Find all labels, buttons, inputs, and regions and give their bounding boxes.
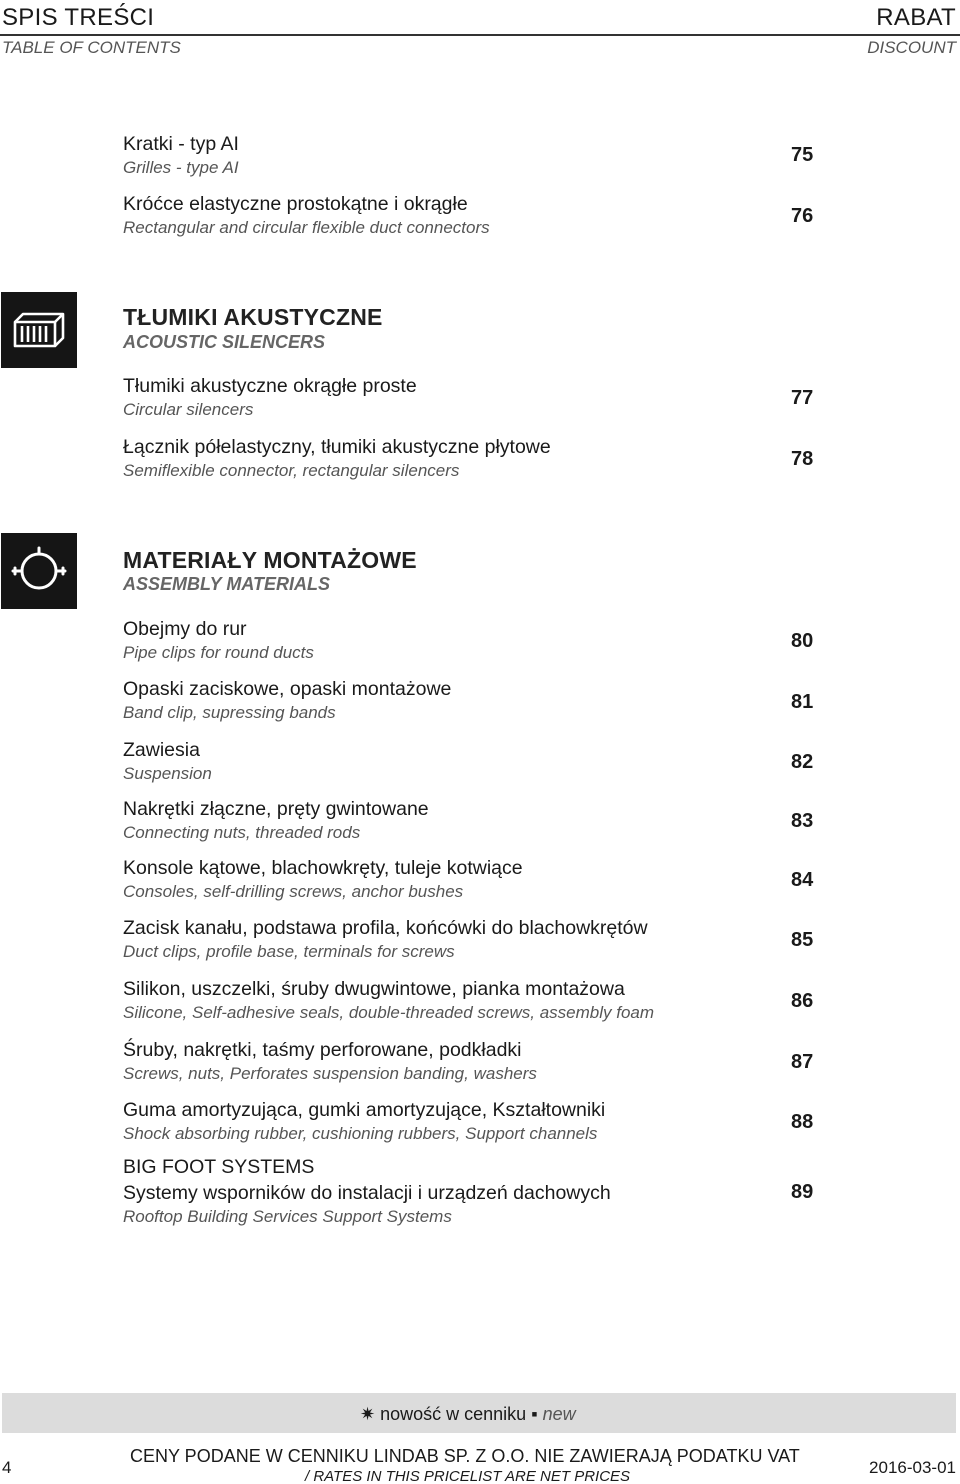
- legend-label: nowość w cenniku: [380, 1404, 527, 1424]
- entry-page-number[interactable]: 78: [791, 448, 814, 470]
- entry-title-pl-line2: Systemy wsporników do instalacji i urządzeń dachowych: [123, 1182, 611, 1204]
- entry-title-pl: Konsole kątowe, blachowkręty, tuleje kotwiące: [123, 857, 523, 879]
- discount-subtitle: DISCOUNT: [867, 38, 956, 57]
- entry-title-en: Shock absorbing rubber, cushioning rubbers, Support channels: [123, 1124, 598, 1143]
- toc-entry[interactable]: [123, 977, 843, 1024]
- section-subtitle: ACOUSTIC SILENCERS: [123, 332, 326, 352]
- section-title: MATERIAŁY MONTAŻOWE: [123, 547, 417, 573]
- entry-title-pl: Silikon, uszczelki, śruby dwugwintowe, pianka montażowa: [123, 978, 625, 1000]
- entry-page-number[interactable]: 84: [791, 869, 814, 891]
- entry-title-pl: BIG FOOT SYSTEMS: [123, 1156, 315, 1178]
- entry-title-pl: Śruby, nakrętki, taśmy perforowane, podkładki: [123, 1039, 522, 1061]
- entry-title-en: Silicone, Self-adhesive seals, double-threaded screws, assembly foam: [123, 1003, 655, 1022]
- entry-title-en: Screws, nuts, Perforates suspension banding, washers: [123, 1064, 537, 1083]
- entry-title-pl: Nakrętki złączne, pręty gwintowane: [123, 798, 429, 820]
- entry-title-en: Pipe clips for round ducts: [123, 643, 314, 662]
- entry-page-number[interactable]: 76: [791, 205, 814, 227]
- toc-entry[interactable]: [123, 677, 843, 724]
- toc-entry[interactable]: [123, 192, 843, 239]
- toc-entry[interactable]: [123, 132, 843, 179]
- entry-title-pl: Tłumiki akustyczne okrągłe proste: [123, 375, 417, 397]
- entry-page-number[interactable]: 85: [791, 929, 814, 951]
- entry-title-pl: Zacisk kanału, podstawa profila, końcówki do blachowkrętów: [123, 917, 648, 939]
- entry-title-en: Connecting nuts, threaded rods: [123, 823, 361, 842]
- entry-title-en: Rooftop Building Services Support Systems: [123, 1207, 452, 1226]
- entry-page-number[interactable]: 83: [791, 810, 814, 832]
- toc-entry[interactable]: [123, 1155, 843, 1228]
- entry-page-number[interactable]: 75: [791, 144, 814, 166]
- toc-entry[interactable]: [123, 738, 843, 785]
- legend: [360, 1404, 576, 1425]
- page-title: SPIS TREŚCI: [2, 4, 155, 31]
- new-star-icon: ✷: [360, 1404, 376, 1424]
- entry-title-pl: Obejmy do rur: [123, 618, 247, 640]
- header-divider: [0, 34, 960, 36]
- entry-page-number[interactable]: 87: [791, 1051, 814, 1073]
- entry-title-en: Grilles - type AI: [123, 158, 239, 177]
- toc-entry[interactable]: [123, 856, 843, 903]
- entry-title-en: Consoles, self-drilling screws, anchor bushes: [123, 882, 464, 901]
- entry-title-en: Duct clips, profile base, terminals for screws: [123, 942, 455, 961]
- entry-title-pl: Zawiesia: [123, 739, 200, 761]
- entry-title-pl: Kratki - typ AI: [123, 133, 239, 155]
- entry-page-number[interactable]: 81: [791, 691, 814, 713]
- entry-page-number[interactable]: 88: [791, 1111, 814, 1133]
- entry-title-en: Semiflexible connector, rectangular silencers: [123, 461, 460, 480]
- entry-page-number[interactable]: 86: [791, 990, 814, 1012]
- footer-note-en: / RATES IN THIS PRICELIST ARE NET PRICES: [305, 1468, 631, 1484]
- legend-label-en: new: [542, 1404, 576, 1424]
- toc-entry[interactable]: [123, 916, 843, 963]
- entry-page-number[interactable]: 82: [791, 751, 814, 773]
- section-title: TŁUMIKI AKUSTYCZNE: [123, 304, 383, 330]
- silencer-icon: [1, 292, 77, 368]
- section-subtitle: ASSEMBLY MATERIALS: [123, 574, 331, 594]
- page-subtitle: TABLE OF CONTENTS: [2, 38, 181, 57]
- entry-title-en: Rectangular and circular flexible duct connectors: [123, 218, 490, 237]
- footer-page-number: 4: [2, 1458, 12, 1477]
- footer-note: CENY PODANE W CENNIKU LINDAB SP. Z O.O. NIE ZAWIERAJĄ PODATKU VAT: [130, 1446, 800, 1466]
- toc-entry[interactable]: [123, 374, 843, 421]
- entry-title-en: Circular silencers: [123, 400, 254, 419]
- entry-title-en: Band clip, supressing bands: [123, 703, 336, 722]
- toc-entry[interactable]: [123, 435, 843, 482]
- legend-separator: ▪: [531, 1404, 538, 1424]
- footer-date: 2016-03-01: [869, 1458, 956, 1477]
- entry-title-pl: Guma amortyzująca, gumki amortyzujące, Kształtowniki: [123, 1099, 606, 1121]
- pipe-clip-icon: [1, 533, 77, 609]
- toc-entry[interactable]: [123, 1038, 843, 1085]
- entry-page-number[interactable]: 77: [791, 387, 814, 409]
- entry-page-number[interactable]: 80: [791, 630, 814, 652]
- toc-entry[interactable]: [123, 1098, 843, 1145]
- entry-title-pl: Opaski zaciskowe, opaski montażowe: [123, 678, 452, 700]
- toc-entry[interactable]: [123, 617, 843, 664]
- toc-entry[interactable]: [123, 797, 843, 844]
- entry-title-pl: Króćce elastyczne prostokątne i okrągłe: [123, 193, 468, 215]
- entry-title-en: Suspension: [123, 764, 212, 783]
- entry-page-number[interactable]: 89: [791, 1181, 814, 1203]
- discount-title: RABAT: [876, 4, 956, 31]
- entry-title-pl: Łącznik półelastyczny, tłumiki akustyczne płytowe: [123, 436, 551, 458]
